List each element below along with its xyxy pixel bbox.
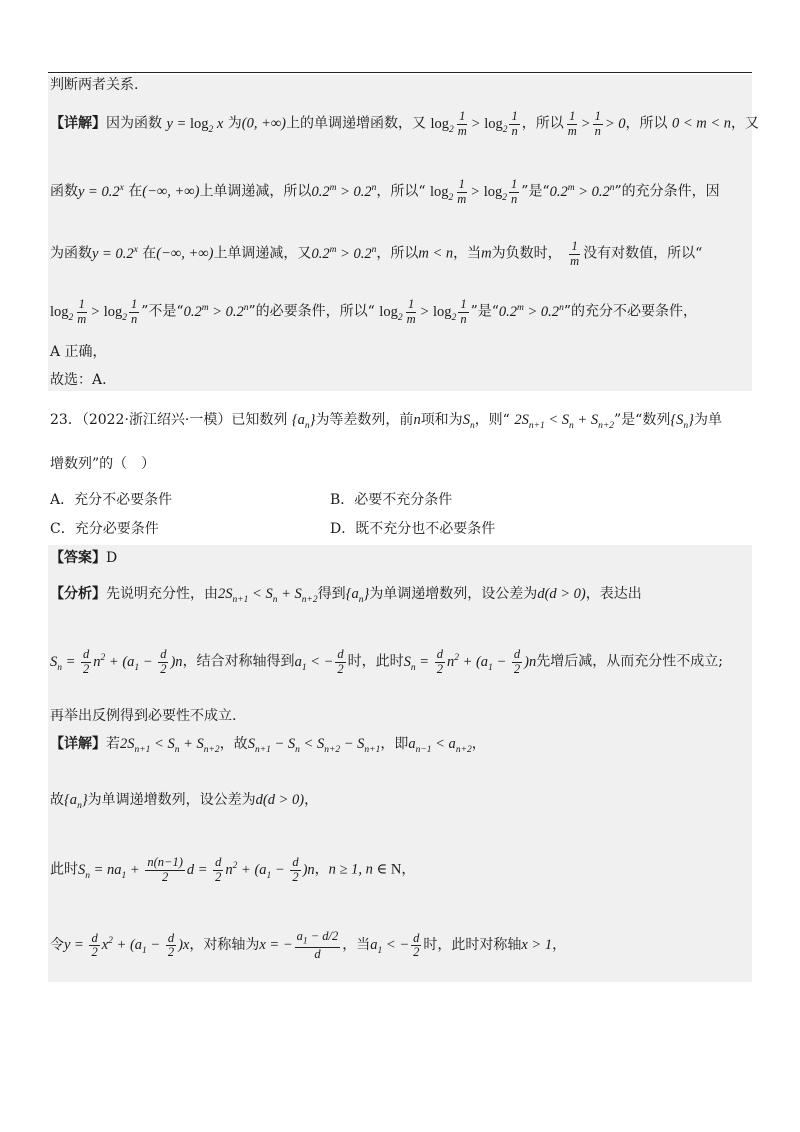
text: 为单 bbox=[693, 412, 722, 428]
math: (0, +∞) bbox=[241, 115, 287, 132]
solution-shade-bottom bbox=[48, 545, 752, 982]
math: $S_n = na_1$ + $\frac{n(n-1)}{2}$ d = $\frac{d}{2}$ $n^2 + (a_1$ − $\frac{d}{2}$ )n bbox=[78, 855, 315, 884]
answer-value: D bbox=[106, 550, 118, 566]
text: 上的单调递增函数，又 bbox=[286, 115, 427, 132]
text: 为函数 bbox=[50, 245, 92, 262]
text: 因为函数 bbox=[106, 115, 162, 132]
math: $0.2^m > 0.2^n$ bbox=[498, 302, 564, 320]
text: 上单调递减，又 bbox=[213, 245, 312, 262]
question-line1 bbox=[50, 410, 752, 433]
detail1-line4 bbox=[50, 298, 752, 327]
math: (−∞, +∞) bbox=[142, 183, 200, 200]
intro-line: 判断两者关系. bbox=[50, 77, 139, 93]
text: ， bbox=[401, 861, 416, 878]
text: ，所以 bbox=[625, 115, 668, 132]
math: $2S_{n+1} < S_n + S_{n+2}$ bbox=[514, 412, 614, 431]
text: ，所以 bbox=[376, 245, 419, 262]
answer-line bbox=[50, 548, 752, 569]
math: $y = \log_2 x$ bbox=[166, 115, 224, 135]
detail1-line2 bbox=[50, 178, 752, 207]
math: $a_1$ < − $\frac{d}{2}$ bbox=[370, 930, 420, 960]
text: ”是“数列 bbox=[614, 412, 671, 428]
text: ， bbox=[304, 792, 319, 808]
text: ，结合对称轴得到 bbox=[182, 653, 295, 670]
math: $0.2^m > 0.2^n$ bbox=[311, 244, 377, 262]
text: ，所以“ bbox=[376, 183, 426, 200]
text: 为等差数列，前 bbox=[315, 412, 414, 428]
math: $S_n$ = $\frac{d}{2}$ $n^2 + (a_1$ − $\frac{d}{2}$ )n bbox=[50, 647, 183, 676]
text: 函数 bbox=[50, 183, 78, 200]
text: 若 bbox=[106, 736, 120, 752]
text: ”不是“ bbox=[141, 303, 184, 320]
math: n ≥ 1, n ∈ N bbox=[328, 861, 402, 878]
text: ”是“ bbox=[521, 183, 550, 200]
text: 没有对数值，所以“ bbox=[583, 245, 703, 262]
math: $\frac{1}{m}$ > $\frac{1}{n}$ > 0 bbox=[567, 109, 626, 138]
math: $2S_{n+1} < S_n + S_{n+2}$ bbox=[218, 586, 318, 605]
question-line2: 增数列”的（ ） bbox=[50, 456, 156, 472]
detail2-line1 bbox=[50, 734, 752, 757]
math: $S_n$ = $\frac{d}{2}$ $n^2 + (a_1$ − $\frac{d}{2}$ )n bbox=[403, 647, 537, 676]
text: 此时 bbox=[50, 861, 78, 878]
text: ”的充分不必要条件， bbox=[563, 303, 697, 320]
math: $a_1$ < − $\frac{d}{2}$ bbox=[294, 647, 344, 676]
detail1-line1 bbox=[50, 109, 759, 139]
text: 项和为 bbox=[420, 412, 463, 428]
text: 已知数列 bbox=[231, 412, 288, 428]
text: ，当 bbox=[453, 245, 482, 262]
detail2-line2 bbox=[50, 790, 752, 813]
text: 上单调递减，所以 bbox=[199, 183, 312, 200]
detail2-line3 bbox=[50, 856, 752, 885]
math: m bbox=[481, 245, 492, 262]
text: ，则“ bbox=[474, 412, 510, 428]
option-a[interactable]: A．充分不必要条件 bbox=[50, 492, 173, 508]
math: $\log_2$ $\frac{1}{m}$ > $\log_2$ $\frac{1}{n}$ bbox=[429, 177, 518, 206]
text: ，所以 bbox=[521, 115, 564, 132]
math: $2S_{n+1} < S_n + S_{n+2}$ bbox=[120, 736, 220, 755]
text: ， bbox=[314, 861, 329, 878]
math: $0.2^m > 0.2^n$ bbox=[549, 182, 615, 200]
text: ，又 bbox=[730, 115, 759, 132]
answer-label: 【答案】 bbox=[50, 550, 106, 566]
detail1-line5: A 正确， bbox=[50, 344, 107, 360]
math: (−∞, +∞) bbox=[156, 245, 214, 262]
math: $S_{n+1} - S_n < S_{n+2} - S_{n+1}$ bbox=[247, 736, 381, 755]
text: 在 bbox=[142, 245, 157, 262]
header-rule bbox=[48, 72, 752, 73]
text: 为负数时， bbox=[491, 245, 562, 262]
detail1-line6: 故选：A. bbox=[50, 372, 107, 388]
math: $\log_2$ $\frac{1}{m}$ > $\log_2$ $\frac{1}{n}$ bbox=[379, 297, 467, 326]
math: n bbox=[413, 412, 421, 428]
detail-label: 【详解】 bbox=[50, 736, 106, 752]
math: $y = 0.2^x$ bbox=[92, 244, 138, 262]
analysis-label: 【分析】 bbox=[50, 586, 106, 602]
text: 得到 bbox=[317, 586, 346, 602]
detail-label: 【详解】 bbox=[50, 115, 106, 132]
text: ，即 bbox=[380, 736, 409, 752]
math: x > 1 bbox=[521, 937, 553, 954]
math: $\{a_n\}$ bbox=[345, 586, 370, 605]
text: 为 bbox=[227, 115, 242, 132]
math: $a_{n-1} < a_{n+2}$ bbox=[408, 736, 472, 755]
question-source: （2022·浙江绍兴·一模） bbox=[81, 412, 232, 428]
text: 为单调递增数列，设公差为 bbox=[369, 586, 538, 602]
analysis-line2 bbox=[50, 648, 752, 677]
text: ， bbox=[552, 937, 567, 954]
math: $0.2^m > 0.2^n$ bbox=[183, 302, 249, 320]
text: ， bbox=[471, 736, 486, 752]
math: $y = 0.2^x$ bbox=[78, 182, 124, 200]
text: 令 bbox=[50, 937, 64, 954]
text: 在 bbox=[128, 183, 143, 200]
math: 0 < m < n bbox=[671, 115, 731, 132]
text: 先增后减，从而充分性不成立; bbox=[536, 653, 723, 670]
text: ，当 bbox=[342, 937, 371, 954]
analysis-line1 bbox=[50, 584, 752, 607]
text: ，对称轴为 bbox=[189, 937, 260, 954]
question-number: 23． bbox=[50, 412, 82, 428]
text: ，表达出 bbox=[585, 586, 642, 602]
math: d(d > 0) bbox=[255, 792, 305, 808]
text: 时，此时 bbox=[347, 653, 404, 670]
text: 时，此时对称轴 bbox=[423, 937, 522, 954]
detail1-line3 bbox=[50, 240, 752, 269]
math: $S_n$ bbox=[462, 412, 475, 431]
math: d(d > 0) bbox=[537, 586, 586, 602]
detail2-line4 bbox=[50, 930, 752, 962]
math: $\log_2$ $\frac{1}{m}$ > $\log_2$ $\frac{1}{n}$ bbox=[50, 297, 138, 326]
text: 为单调递增数列，设公差为 bbox=[87, 792, 256, 808]
math: $\log_2$ $\frac{1}{m}$ > $\log_2$ $\frac{1}{n}$ bbox=[430, 109, 518, 138]
option-c[interactable]: C．充分必要条件 bbox=[50, 521, 159, 537]
math: $\{S_n\}$ bbox=[670, 412, 694, 431]
option-d[interactable]: D．既不充分也不必要条件 bbox=[330, 521, 496, 537]
text: ”的充分条件，因 bbox=[614, 183, 720, 200]
text: ”是“ bbox=[470, 303, 499, 320]
math: $\{a_n\}$ bbox=[291, 412, 316, 431]
math: $0.2^m > 0.2^n$ bbox=[311, 182, 377, 200]
text: ”的必要条件，所以“ bbox=[248, 303, 375, 320]
math: m < n bbox=[418, 245, 454, 262]
text: ，故 bbox=[219, 736, 248, 752]
math: $\frac{1}{m}$ bbox=[570, 239, 580, 268]
text: 故 bbox=[50, 792, 64, 808]
option-b[interactable]: B．必要不充分条件 bbox=[330, 492, 453, 508]
math: x = − $\frac{a_1 - d/2}{d}$ bbox=[259, 929, 339, 961]
analysis-line3: 再举出反例得到必要性不成立. bbox=[50, 708, 237, 724]
math: $\{a_n\}$ bbox=[64, 792, 88, 811]
text: 先说明充分性，由 bbox=[106, 586, 218, 602]
math: y = $\frac{d}{2}$ $x^2 + (a_1$ − $\frac{d}{2}$ )x bbox=[64, 930, 190, 960]
